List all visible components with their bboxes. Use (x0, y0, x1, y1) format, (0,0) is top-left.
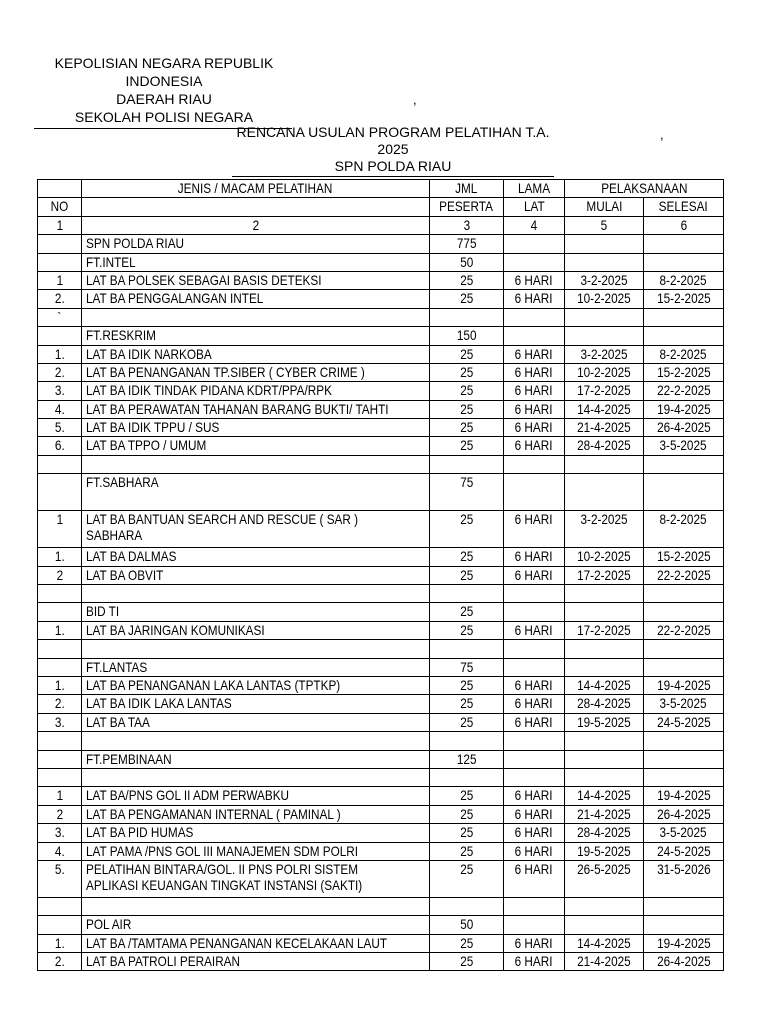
participant-count: 25 (430, 382, 504, 400)
section-row (38, 327, 724, 345)
training-name: LAT BA PATROLI PERAIRAN (82, 953, 430, 971)
spacer-row (38, 640, 724, 658)
duration: 6 HARI (504, 934, 565, 952)
duration: 6 HARI (504, 676, 565, 694)
training-name (82, 640, 430, 658)
participant-count (430, 585, 504, 603)
start-date (565, 308, 644, 326)
table-row (38, 345, 724, 363)
header-selesai: SELESAI (644, 198, 724, 216)
row-number: 5. (38, 419, 82, 437)
table-body (38, 235, 724, 971)
participant-count (430, 768, 504, 786)
org-name-line-2: DAERAH RIAU (116, 91, 212, 107)
table-row (38, 953, 724, 971)
row-number (38, 640, 82, 658)
training-name: FT.LANTAS (82, 658, 430, 676)
start-date: 21-4-2025 (565, 419, 644, 437)
table-row (38, 382, 724, 400)
start-date: 3-2-2025 (565, 345, 644, 363)
participant-count: 75 (430, 474, 504, 511)
duration: 6 HARI (504, 400, 565, 418)
end-date: 19-4-2025 (644, 676, 724, 694)
training-name: LAT PAMA /PNS GOL III MANAJEMEN SDM POLRI (82, 842, 430, 860)
duration (504, 640, 565, 658)
duration: 6 HARI (504, 437, 565, 455)
participant-count: 75 (430, 658, 504, 676)
column-number: 1 (38, 216, 82, 234)
start-date: 28-4-2025 (565, 695, 644, 713)
spacer-row (38, 455, 724, 473)
training-name: BID TI (82, 603, 430, 621)
training-name (82, 308, 430, 326)
training-name: LAT BA JARINGAN KOMUNIKASI (82, 621, 430, 639)
row-number: 1. (38, 621, 82, 639)
training-name: FT.SABHARA (82, 474, 430, 511)
end-date (644, 603, 724, 621)
start-date (565, 658, 644, 676)
end-date (644, 474, 724, 511)
duration: 6 HARI (504, 363, 565, 381)
table-row (38, 787, 724, 805)
end-date: 3-5-2025 (644, 437, 724, 455)
participant-count: 25 (430, 400, 504, 418)
end-date (644, 658, 724, 676)
duration (504, 235, 565, 253)
participant-count: 775 (430, 235, 504, 253)
duration (504, 732, 565, 750)
start-date (565, 235, 644, 253)
training-program-table (37, 179, 724, 971)
row-number: 1 (38, 271, 82, 289)
training-name: LAT BA PENGGALANGAN INTEL (82, 290, 430, 308)
table-row (38, 400, 724, 418)
duration (504, 327, 565, 345)
start-date (565, 474, 644, 511)
row-number (38, 916, 82, 934)
column-number: 4 (504, 216, 565, 234)
participant-count: 25 (430, 437, 504, 455)
table-row (38, 511, 724, 548)
table-row (38, 290, 724, 308)
section-row (38, 916, 724, 934)
organization-header (30, 54, 298, 129)
table-row (38, 621, 724, 639)
participant-count (430, 732, 504, 750)
training-name: LAT BA IDIK TINDAK PIDANA KDRT/PPA/RPK (82, 382, 430, 400)
start-date: 10-2-2025 (565, 363, 644, 381)
duration: 6 HARI (504, 548, 565, 566)
table-row (38, 842, 724, 860)
start-date: 14-4-2025 (565, 400, 644, 418)
training-name: LAT BA TAA (82, 713, 430, 731)
participant-count (430, 455, 504, 473)
row-number: 2. (38, 953, 82, 971)
row-number (38, 585, 82, 603)
end-date: 22-2-2025 (644, 382, 724, 400)
section-row (38, 253, 724, 271)
start-date: 3-2-2025 (565, 511, 644, 548)
start-date (565, 768, 644, 786)
participant-count: 25 (430, 511, 504, 548)
participant-count: 25 (430, 363, 504, 381)
end-date (644, 235, 724, 253)
section-row (38, 603, 724, 621)
end-date: 31-5-2026 (644, 860, 724, 897)
row-number (38, 768, 82, 786)
training-name: LAT BA IDIK LAKA LANTAS (82, 695, 430, 713)
duration (504, 585, 565, 603)
stray-comma: , (660, 127, 664, 142)
training-name: LAT BA PENANGANAN TP.SIBER ( CYBER CRIME ) (82, 363, 430, 381)
row-number (38, 603, 82, 621)
end-date (644, 732, 724, 750)
duration (504, 768, 565, 786)
participant-count: 25 (430, 934, 504, 952)
end-date (644, 455, 724, 473)
row-number: 1. (38, 345, 82, 363)
duration: 6 HARI (504, 805, 565, 823)
duration (504, 253, 565, 271)
start-date: 21-4-2025 (565, 805, 644, 823)
training-name: LAT BA POLSEK SEBAGAI BASIS DETEKSI (82, 271, 430, 289)
start-date (565, 327, 644, 345)
start-date (565, 750, 644, 768)
org-name-line-1: KEPOLISIAN NEGARA REPUBLIK INDONESIA (54, 55, 274, 89)
row-number: 2. (38, 363, 82, 381)
row-number: 5. (38, 860, 82, 897)
duration: 6 HARI (504, 345, 565, 363)
row-number: 1. (38, 676, 82, 694)
participant-count: 125 (430, 750, 504, 768)
end-date: 19-4-2025 (644, 400, 724, 418)
participant-count: 25 (430, 695, 504, 713)
row-number (38, 474, 82, 511)
training-name: LAT BA DALMAS (82, 548, 430, 566)
row-number: 2. (38, 695, 82, 713)
end-date: 22-2-2025 (644, 621, 724, 639)
spacer-row (38, 768, 724, 786)
end-date: 19-4-2025 (644, 787, 724, 805)
participant-count: 25 (430, 953, 504, 971)
end-date: 26-4-2025 (644, 419, 724, 437)
training-name: LAT BA IDIK NARKOBA (82, 345, 430, 363)
row-number (38, 732, 82, 750)
training-name: LAT BA TPPO / UMUM (82, 437, 430, 455)
participant-count: 50 (430, 253, 504, 271)
duration: 6 HARI (504, 621, 565, 639)
header-jml-bottom: PESERTA (430, 198, 504, 216)
duration: 6 HARI (504, 290, 565, 308)
table-row (38, 860, 724, 897)
start-date: 17-2-2025 (565, 566, 644, 584)
header-jenis-bottom (82, 198, 430, 216)
section-row (38, 750, 724, 768)
title-underline (232, 176, 554, 177)
row-number: 2. (38, 290, 82, 308)
participant-count: 25 (430, 419, 504, 437)
start-date: 17-2-2025 (565, 621, 644, 639)
row-number (38, 455, 82, 473)
start-date: 21-4-2025 (565, 953, 644, 971)
row-number: 3. (38, 713, 82, 731)
column-number-row (38, 216, 724, 234)
table-row (38, 271, 724, 289)
duration (504, 750, 565, 768)
end-date (644, 327, 724, 345)
participant-count: 150 (430, 327, 504, 345)
end-date: 24-5-2025 (644, 713, 724, 731)
duration: 6 HARI (504, 419, 565, 437)
table-row (38, 695, 724, 713)
participant-count: 25 (430, 548, 504, 566)
start-date (565, 732, 644, 750)
duration (504, 474, 565, 511)
row-number: 4. (38, 842, 82, 860)
table-row (38, 824, 724, 842)
training-name: PELATIHAN BINTARA/GOL. II PNS POLRI SISTEM APLIKASI KEUANGAN TINGKAT INSTANSI (SAKTI) (82, 860, 430, 897)
row-number (38, 750, 82, 768)
participant-count (430, 308, 504, 326)
end-date: 22-2-2025 (644, 566, 724, 584)
start-date: 19-5-2025 (565, 842, 644, 860)
table-row (38, 566, 724, 584)
row-number (38, 658, 82, 676)
training-name (82, 768, 430, 786)
duration: 6 HARI (504, 382, 565, 400)
section-row (38, 474, 724, 511)
spacer-row (38, 732, 724, 750)
end-date (644, 585, 724, 603)
column-number: 3 (430, 216, 504, 234)
title-line-1: RENCANA USULAN PROGRAM PELATIHAN T.A. 2025 (236, 124, 550, 157)
training-name: FT.RESKRIM (82, 327, 430, 345)
row-number (38, 897, 82, 915)
duration (504, 308, 565, 326)
stray-comma: , (413, 92, 417, 107)
training-name (82, 585, 430, 603)
end-date (644, 640, 724, 658)
participant-count: 25 (430, 860, 504, 897)
row-number: 2 (38, 566, 82, 584)
row-number: 3. (38, 382, 82, 400)
row-number: 1. (38, 548, 82, 566)
duration: 6 HARI (504, 713, 565, 731)
duration: 6 HARI (504, 824, 565, 842)
training-name: LAT BA PENANGANAN LAKA LANTAS (TPTKP) (82, 676, 430, 694)
header-no: NO (38, 198, 82, 216)
participant-count: 25 (430, 566, 504, 584)
participant-count: 25 (430, 345, 504, 363)
start-date: 10-2-2025 (565, 548, 644, 566)
row-number (38, 235, 82, 253)
end-date: 8-2-2025 (644, 345, 724, 363)
start-date (565, 916, 644, 934)
end-date: 3-5-2025 (644, 695, 724, 713)
start-date: 19-5-2025 (565, 713, 644, 731)
duration (504, 916, 565, 934)
table-row (38, 934, 724, 952)
end-date (644, 768, 724, 786)
training-name: LAT BA OBVIT (82, 566, 430, 584)
training-name: FT.INTEL (82, 253, 430, 271)
header-jml-top: JML (430, 180, 504, 198)
duration: 6 HARI (504, 953, 565, 971)
end-date: 19-4-2025 (644, 934, 724, 952)
row-number: 1 (38, 511, 82, 548)
start-date: 26-5-2025 (565, 860, 644, 897)
row-number: 2 (38, 805, 82, 823)
start-date: 14-4-2025 (565, 787, 644, 805)
header-no-top (38, 180, 82, 198)
training-name: SPN POLDA RIAU (82, 235, 430, 253)
training-name: LAT BA PERAWATAN TAHANAN BARANG BUKTI/ TAHTI (82, 400, 430, 418)
table-row (38, 437, 724, 455)
start-date: 14-4-2025 (565, 676, 644, 694)
training-name: LAT BA IDIK TPPU / SUS (82, 419, 430, 437)
participant-count (430, 640, 504, 658)
participant-count: 25 (430, 805, 504, 823)
header-row-2 (38, 198, 724, 216)
duration (504, 658, 565, 676)
start-date (565, 455, 644, 473)
header-lama-top: LAMA (504, 180, 565, 198)
duration: 6 HARI (504, 860, 565, 897)
section-row (38, 658, 724, 676)
training-name (82, 455, 430, 473)
duration: 6 HARI (504, 842, 565, 860)
table-row (38, 419, 724, 437)
spacer-row (38, 897, 724, 915)
participant-count: 25 (430, 621, 504, 639)
column-number: 6 (644, 216, 724, 234)
row-number: 1. (38, 934, 82, 952)
end-date: 24-5-2025 (644, 842, 724, 860)
participant-count (430, 897, 504, 915)
row-number: ` (38, 308, 82, 326)
start-date (565, 585, 644, 603)
participant-count: 25 (430, 290, 504, 308)
row-number: 4. (38, 400, 82, 418)
end-date: 15-2-2025 (644, 548, 724, 566)
org-name-line-3: SEKOLAH POLISI NEGARA (74, 109, 254, 125)
table-row (38, 548, 724, 566)
title-line-2: SPN POLDA RIAU (334, 158, 452, 174)
participant-count: 25 (430, 787, 504, 805)
end-date: 15-2-2025 (644, 290, 724, 308)
table-row (38, 713, 724, 731)
row-number: 6. (38, 437, 82, 455)
spacer-row (38, 308, 724, 326)
participant-count: 25 (430, 713, 504, 731)
participant-count: 25 (430, 824, 504, 842)
row-number: 1 (38, 787, 82, 805)
training-name: LAT BA/PNS GOL II ADM PERWABKU (82, 787, 430, 805)
row-number (38, 327, 82, 345)
start-date (565, 253, 644, 271)
end-date (644, 750, 724, 768)
start-date (565, 640, 644, 658)
table-row (38, 805, 724, 823)
training-name: LAT BA PID HUMAS (82, 824, 430, 842)
training-name: LAT BA PENGAMANAN INTERNAL ( PAMINAL ) (82, 805, 430, 823)
participant-count: 25 (430, 603, 504, 621)
table-row (38, 676, 724, 694)
end-date: 15-2-2025 (644, 363, 724, 381)
participant-count: 25 (430, 842, 504, 860)
end-date: 26-4-2025 (644, 805, 724, 823)
training-name (82, 897, 430, 915)
end-date (644, 916, 724, 934)
start-date: 10-2-2025 (565, 290, 644, 308)
training-name (82, 732, 430, 750)
end-date: 3-5-2025 (644, 824, 724, 842)
duration (504, 455, 565, 473)
duration (504, 897, 565, 915)
row-number: 3. (38, 824, 82, 842)
start-date: 14-4-2025 (565, 934, 644, 952)
section-row (38, 235, 724, 253)
header-jenis: JENIS / MACAM PELATIHAN (82, 180, 430, 198)
training-name: FT.PEMBINAAN (82, 750, 430, 768)
training-name: LAT BA /TAMTAMA PENANGANAN KECELAKAAN LAUT (82, 934, 430, 952)
participant-count: 50 (430, 916, 504, 934)
end-date: 26-4-2025 (644, 953, 724, 971)
document-title (232, 124, 554, 177)
training-name: LAT BA BANTUAN SEARCH AND RESCUE ( SAR ) SABHARA (82, 511, 430, 548)
start-date: 3-2-2025 (565, 271, 644, 289)
header-row (38, 180, 724, 198)
duration: 6 HARI (504, 271, 565, 289)
duration (504, 603, 565, 621)
end-date (644, 897, 724, 915)
spacer-row (38, 585, 724, 603)
participant-count: 25 (430, 271, 504, 289)
start-date (565, 603, 644, 621)
header-lama-bottom: LAT (504, 198, 565, 216)
start-date (565, 897, 644, 915)
header-mulai: MULAI (565, 198, 644, 216)
end-date (644, 308, 724, 326)
duration: 6 HARI (504, 787, 565, 805)
training-name: POL AIR (82, 916, 430, 934)
table-row (38, 363, 724, 381)
header-pelaksanaan: PELAKSANAAN (565, 180, 724, 198)
row-number (38, 253, 82, 271)
start-date: 17-2-2025 (565, 382, 644, 400)
column-number: 2 (82, 216, 430, 234)
duration: 6 HARI (504, 566, 565, 584)
participant-count: 25 (430, 676, 504, 694)
end-date: 8-2-2025 (644, 511, 724, 548)
start-date: 28-4-2025 (565, 824, 644, 842)
end-date (644, 253, 724, 271)
duration: 6 HARI (504, 511, 565, 548)
column-number: 5 (565, 216, 644, 234)
end-date: 8-2-2025 (644, 271, 724, 289)
duration: 6 HARI (504, 695, 565, 713)
start-date: 28-4-2025 (565, 437, 644, 455)
